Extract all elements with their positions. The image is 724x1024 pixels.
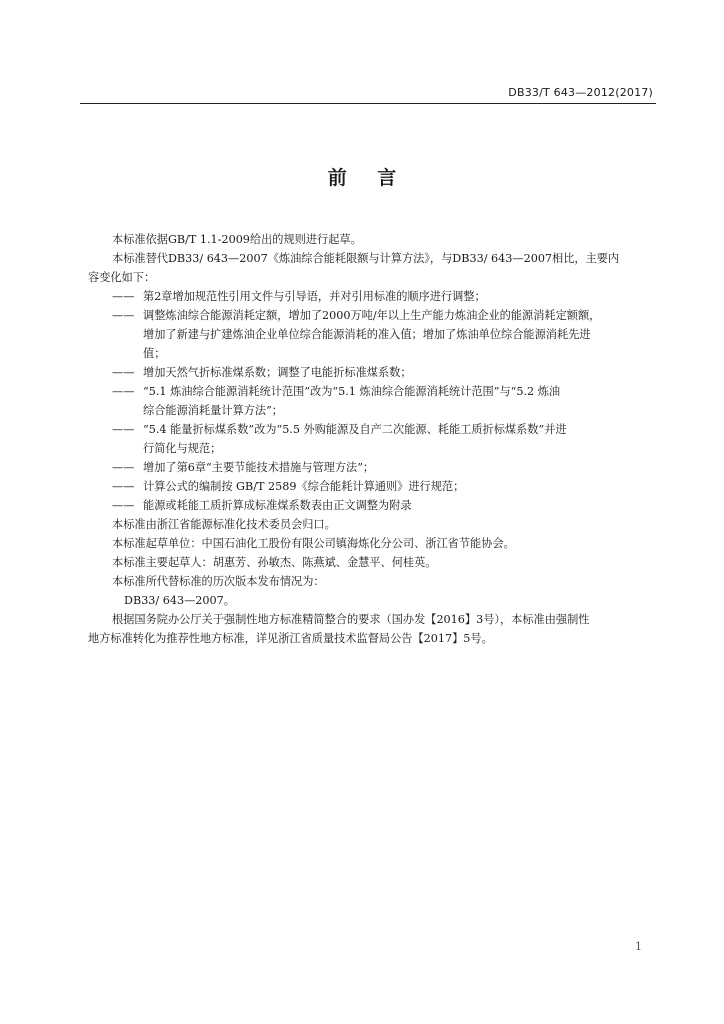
change-item-text: 增加天然气折标准煤系数；调整了电能折标准煤系数； xyxy=(143,366,412,379)
list-dash: —— xyxy=(112,290,135,303)
list-dash: —— xyxy=(112,461,135,474)
list-dash: —— xyxy=(112,423,135,436)
change-item-text: “5.1 炼油综合能源消耗统计范围”改为“5.1 炼油综合能源消耗统计范围”与“5.2 炼油 xyxy=(143,385,561,398)
page-number: 1 xyxy=(635,940,642,953)
paragraph-previous-version: DB33/ 643—2007。 xyxy=(124,594,235,607)
header-rule xyxy=(80,103,656,104)
paragraph-drafting-units: 本标准起草单位：中国石油化工股份有限公司镇海炼化分公司、浙江省节能协会。 xyxy=(112,537,515,550)
change-item-text: “5.4 能量折标煤系数”改为“5.5 外购能源及自产二次能源、耗能工质折标煤系数”并进 xyxy=(143,423,567,436)
change-item xyxy=(88,420,658,439)
change-item-continuation: 综合能源消耗量计算方法”； xyxy=(143,404,283,417)
change-item xyxy=(88,458,658,477)
change-item xyxy=(88,477,658,496)
change-item xyxy=(88,363,658,382)
change-item-text: 第2章增加规范性引用文件与引导语，并对引用标准的顺序进行调整； xyxy=(143,290,486,303)
foreword-body xyxy=(88,230,658,648)
change-item-continuation: 行简化与规范； xyxy=(143,442,222,455)
paragraph-history: 本标准所代替标准的历次版本发布情况为： xyxy=(112,575,325,588)
change-item-continuation: 增加了新建与扩建炼油企业单位综合能源消耗的准入值；增加了炼油单位综合能源消耗先进 xyxy=(143,328,591,341)
paragraph-replacement-cont: 容变化如下： xyxy=(88,271,156,284)
list-dash: —— xyxy=(112,309,135,322)
paragraph-conversion-cont: 地方标准转化为推荐性地方标准，详见浙江省质量技术监督局公告【2017】5号。 xyxy=(88,632,493,645)
paragraph-replacement: 本标准替代DB33/ 643—2007《炼油综合能耗限额与计算方法》，与DB33/ 643—2007相比，主要内 xyxy=(112,252,620,265)
paragraph-conversion: 根据国务院办公厅关于强制性地方标准精简整合的要求（国办发【2016】3号），本标准由强制性 xyxy=(112,613,590,626)
change-item xyxy=(88,306,658,325)
list-dash: —— xyxy=(112,366,135,379)
change-item-text: 调整炼油综合能源消耗定额，增加了2000万吨/年以上生产能力炼油企业的能源消耗定额额， xyxy=(143,309,601,322)
paragraph-basis: 本标准依据GB/T 1.1-2009给出的规则进行起草。 xyxy=(112,233,362,246)
paragraph-drafters: 本标准主要起草人：胡惠芳、孙敏杰、陈燕斌、金慧平、何桂英。 xyxy=(112,556,437,569)
change-item xyxy=(88,496,658,515)
page-title: 前 言 xyxy=(327,167,409,189)
change-item-continuation: 值； xyxy=(143,347,166,360)
document-code: DB33/T 643—2012(2017) xyxy=(508,86,653,99)
list-dash: —— xyxy=(112,385,135,398)
change-item xyxy=(88,287,658,306)
paragraph-committee: 本标准由浙江省能源标准化技术委员会归口。 xyxy=(112,518,336,531)
change-item xyxy=(88,382,658,401)
list-dash: —— xyxy=(112,499,135,512)
list-dash: —— xyxy=(112,480,135,493)
change-item-text: 增加了第6章“主要节能技术措施与管理方法”； xyxy=(143,461,375,474)
change-item-text: 计算公式的编制按 GB/T 2589《综合能耗计算通则》进行规范； xyxy=(143,480,465,493)
changes-list xyxy=(88,287,658,515)
change-item-text: 能源或耗能工质折算成标准煤系数表由正文调整为附录 xyxy=(143,499,412,512)
